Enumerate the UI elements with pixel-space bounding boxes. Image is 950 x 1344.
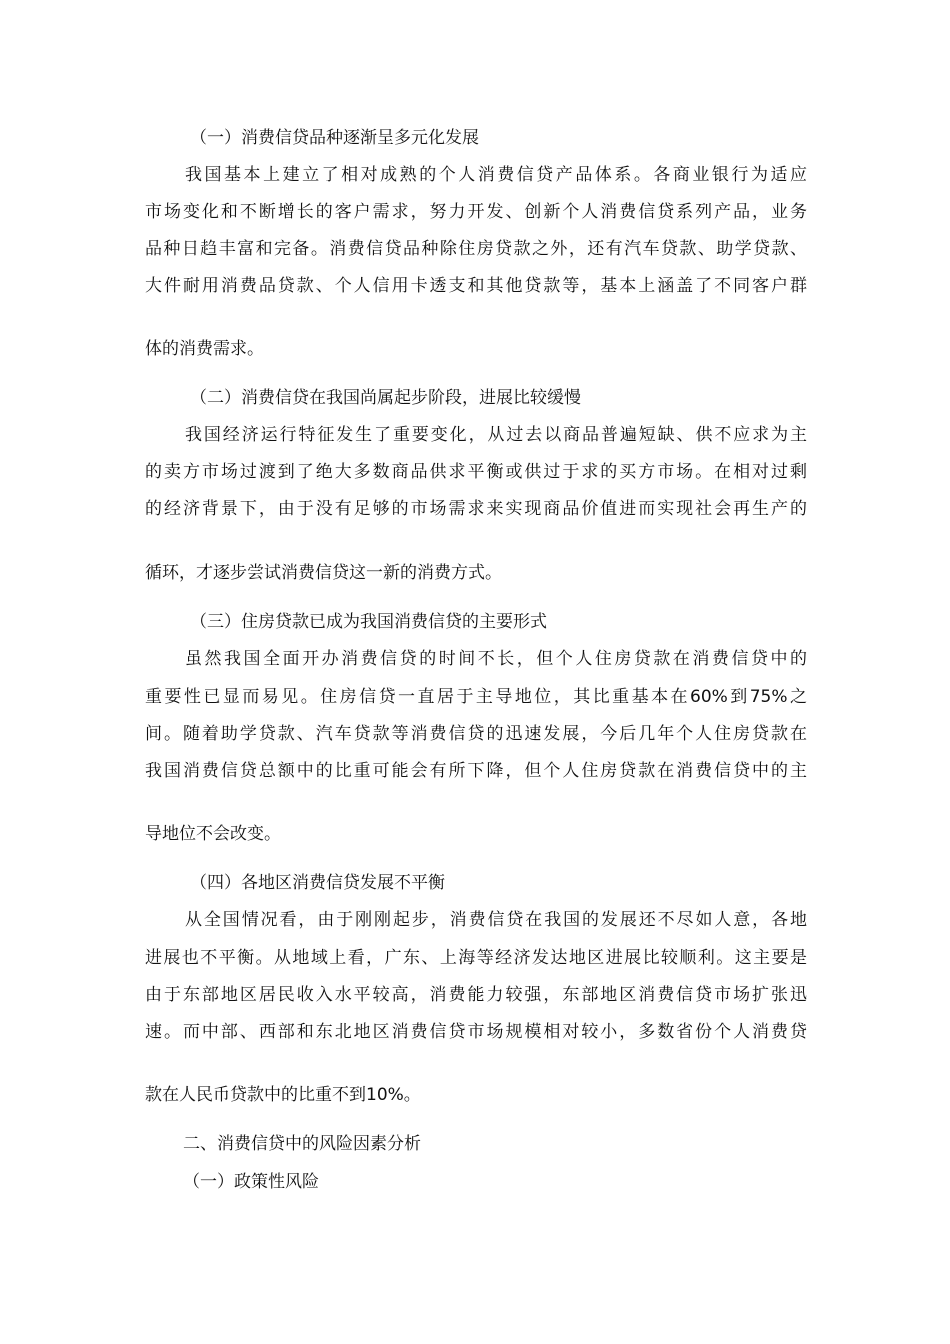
paragraph-line: 的卖方市场过渡到了绝大多数商品供求平衡或供过于求的买方市场。在相对过剩 [145, 462, 807, 482]
paragraph-line: 品种日趋丰富和完备。消费信贷品种除住房贷款之外，还有汽车贷款、助学贷款、 [145, 239, 807, 259]
chapter-heading: 二、消费信贷中的风险因素分析 [183, 1134, 421, 1154]
paragraph-line: 款在人民币贷款中的比重不到10%。 [145, 1085, 421, 1105]
paragraph-line: 市场变化和不断增长的客户需求，努力开发、创新个人消费信贷系列产品，业务 [145, 202, 807, 222]
paragraph-line: 我国经济运行特征发生了重要变化，从过去以商品普遍短缺、供不应求为主 [185, 425, 807, 445]
section-heading-5: （一）政策性风险 [183, 1172, 319, 1192]
paragraph-line: 循环，才逐步尝试消费信贷这一新的消费方式。 [145, 563, 502, 583]
paragraph-line: 的经济背景下，由于没有足够的市场需求来实现商品价值进而实现社会再生产的 [145, 499, 807, 519]
paragraph-line: 导地位不会改变。 [145, 824, 281, 844]
paragraph-line: 体的消费需求。 [145, 339, 264, 359]
paragraph-line: 我国基本上建立了相对成熟的个人消费信贷产品体系。各商业银行为适应 [185, 165, 807, 185]
paragraph-line: 我国消费信贷总额中的比重可能会有所下降，但个人住房贷款在消费信贷中的主 [145, 761, 807, 781]
paragraph-line: 重要性已显而易见。住房信贷一直居于主导地位，其比重基本在60%到75%之 [145, 687, 807, 707]
paragraph-line: 大件耐用消费品贷款、个人信用卡透支和其他贷款等，基本上涵盖了不同客户群 [145, 276, 807, 296]
section-heading-1: （一）消费信贷品种逐渐呈多元化发展 [190, 128, 479, 148]
paragraph-line: 由于东部地区居民收入水平较高，消费能力较强，东部地区消费信贷市场扩张迅 [145, 985, 807, 1005]
paragraph-line: 虽然我国全面开办消费信贷的时间不长，但个人住房贷款在消费信贷中的 [185, 649, 807, 669]
paragraph-line: 进展也不平衡。从地域上看，广东、上海等经济发达地区进展比较顺利。这主要是 [145, 948, 807, 968]
section-heading-3: （三）住房贷款已成为我国消费信贷的主要形式 [190, 612, 547, 632]
paragraph-line: 速。而中部、西部和东北地区消费信贷市场规模相对较小，多数省份个人消费贷 [145, 1022, 807, 1042]
paragraph-line: 从全国情况看，由于刚刚起步，消费信贷在我国的发展还不尽如人意，各地 [185, 910, 807, 930]
section-heading-4: （四）各地区消费信贷发展不平衡 [190, 873, 445, 893]
section-heading-2: （二）消费信贷在我国尚属起步阶段，进展比较缓慢 [190, 388, 581, 408]
paragraph-line: 间。随着助学贷款、汽车贷款等消费信贷的迅速发展，今后几年个人住房贷款在 [145, 724, 807, 744]
